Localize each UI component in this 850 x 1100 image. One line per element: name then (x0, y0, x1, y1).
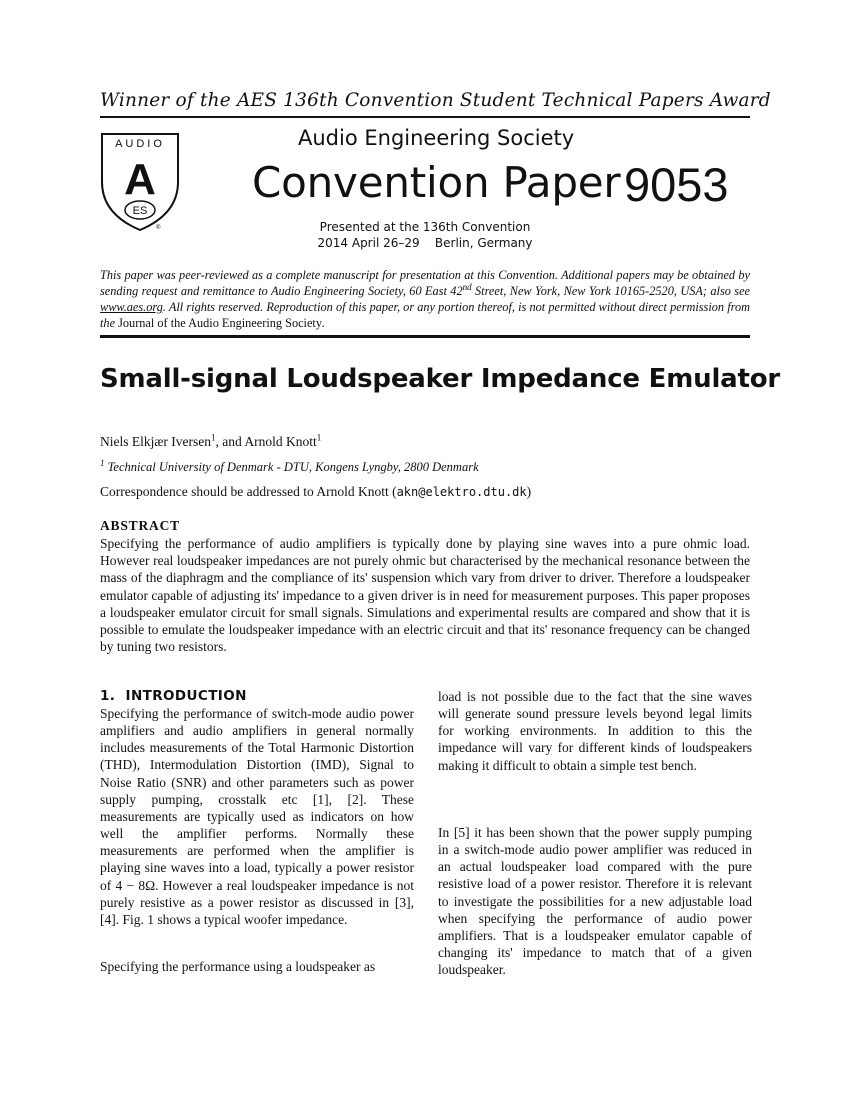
presented-line: Presented at the 136th Convention (319, 220, 531, 234)
author-2-sup: 1 (316, 432, 322, 443)
journal-name: Journal of the Audio Engineering Society (118, 316, 322, 330)
abstract-heading: ABSTRACT (100, 518, 180, 533)
aes-link[interactable]: www.aes.org (100, 300, 163, 314)
corr-prefix: Correspondence should be addressed to Arnold Knott ( (100, 484, 397, 499)
review-text-3: . All rights reserved. Reproduction of this paper, or any portion thereof, is not permitted without direct permission from the (100, 300, 750, 330)
authors (100, 434, 321, 450)
logo-top-text: AUDIO (115, 138, 165, 150)
intro-paragraph-1: Specifying the performance of switch-mode audio power amplifiers and audio amplifiers in general normally includes measurements of the Total Harmonic Distortion (THD), Intermodulation Distortion (IMD), Signal to Noise Ratio (SNR) and other parameters such as power supply pumping, crosstalk etc [1], [2]. These measurements are typically used as indicators on how well the amplifier performs. Normally these measurements are performed when the amplifier is playing sine waves into a load, typically a power resistor of 4 − 8Ω. However a real loudspeaker impedance is not purely resistive as a power resistor as discussed in [3], [4]. Fig. 1 shows a typical woofer impedance. (100, 706, 414, 927)
review-text-2: Street, New York, New York 10165-2520, USA; also see (471, 284, 750, 298)
logo-bottom-text: ES (132, 205, 148, 217)
affil-sup: 1 (100, 457, 105, 468)
affil-text: Technical University of Denmark - DTU, Kongens Lyngby, 2800 Denmark (107, 460, 479, 474)
title-rule (100, 335, 750, 338)
header-rule (100, 116, 750, 118)
review-sup: nd (462, 281, 472, 292)
author-sep: , and Arnold Knott (215, 434, 317, 449)
affiliation (100, 457, 479, 475)
author-1-sup: 1 (210, 432, 216, 443)
section-heading-introduction: 1. INTRODUCTION (100, 688, 247, 704)
paper-number: 9053 (624, 158, 729, 211)
corr-email[interactable]: akn@elektro.dtu.dk (396, 485, 527, 499)
author-1: Niels Elkjær Iversen (100, 434, 211, 449)
review-text-1: This paper was peer-reviewed as a complete manuscript for presentation at this Convention. Additional papers may be obtained by sending request and remittance to Audio Engineering Society, 60 East 42 (100, 268, 750, 298)
logo-letter: A (124, 155, 156, 204)
abstract-text: Specifying the performance of audio amplifiers is typically done by playing sine waves into a pure ohmic load. However real loudspeaker impedances are not purely ohmic but characterised by the mechanical resonance between the mass of the diaphragm and the compliance of its' suspension which vary from driver to driver. Therefore a loudspeaker emulator capable of adjusting its' impedance to a given driver is in need for measurement purposes. This paper proposes a loudspeaker emulator circuit for small signals. Simulations and experimental results are compared and show that it is possible to emulate the loudspeaker impedance with an electric circuit and that its' resonance frequency can be changed by tuning two resistors. (100, 536, 750, 655)
corr-suffix: ) (526, 484, 532, 499)
doc-type: Convention Paper (252, 158, 621, 207)
logo-registered-mark: ® (156, 225, 161, 231)
society-name: Audio Engineering Society (298, 126, 575, 150)
award-banner: Winner of the AES 136th Convention Student Technical Papers Award (100, 90, 771, 111)
correspondence (100, 484, 531, 500)
paper-title: Small-signal Loudspeaker Impedance Emulator (100, 364, 781, 394)
aes-logo (100, 132, 180, 232)
intro-paragraph-2: Specifying the performance using a loudspeaker as (100, 959, 376, 974)
intro-paragraph-4: In [5] it has been shown that the power supply pumping in a switch-mode audio power amplifier was reduced in an actual loudspeaker load compared with the pure resistive load of a power resistor. Therefore it is relevant to investigate the possibilities for a new adjustable load when specifying the performance of audio power amplifiers. That is a loudspeaker emulator capable of changing its' impedance to match that of a given loudspeaker. (438, 825, 752, 978)
date-location: 2014 April 26–29 Berlin, Germany (317, 236, 533, 250)
review-text-4: . (322, 316, 326, 330)
review-notice (100, 267, 750, 331)
intro-paragraph-3: load is not possible due to the fact that the sine waves will generate sound pressure levels beyond legal limits for working environments. In addition to this the impedance will vary for different kinds of loudspeakers making it difficult to obtain a simple test bench. (438, 689, 752, 773)
